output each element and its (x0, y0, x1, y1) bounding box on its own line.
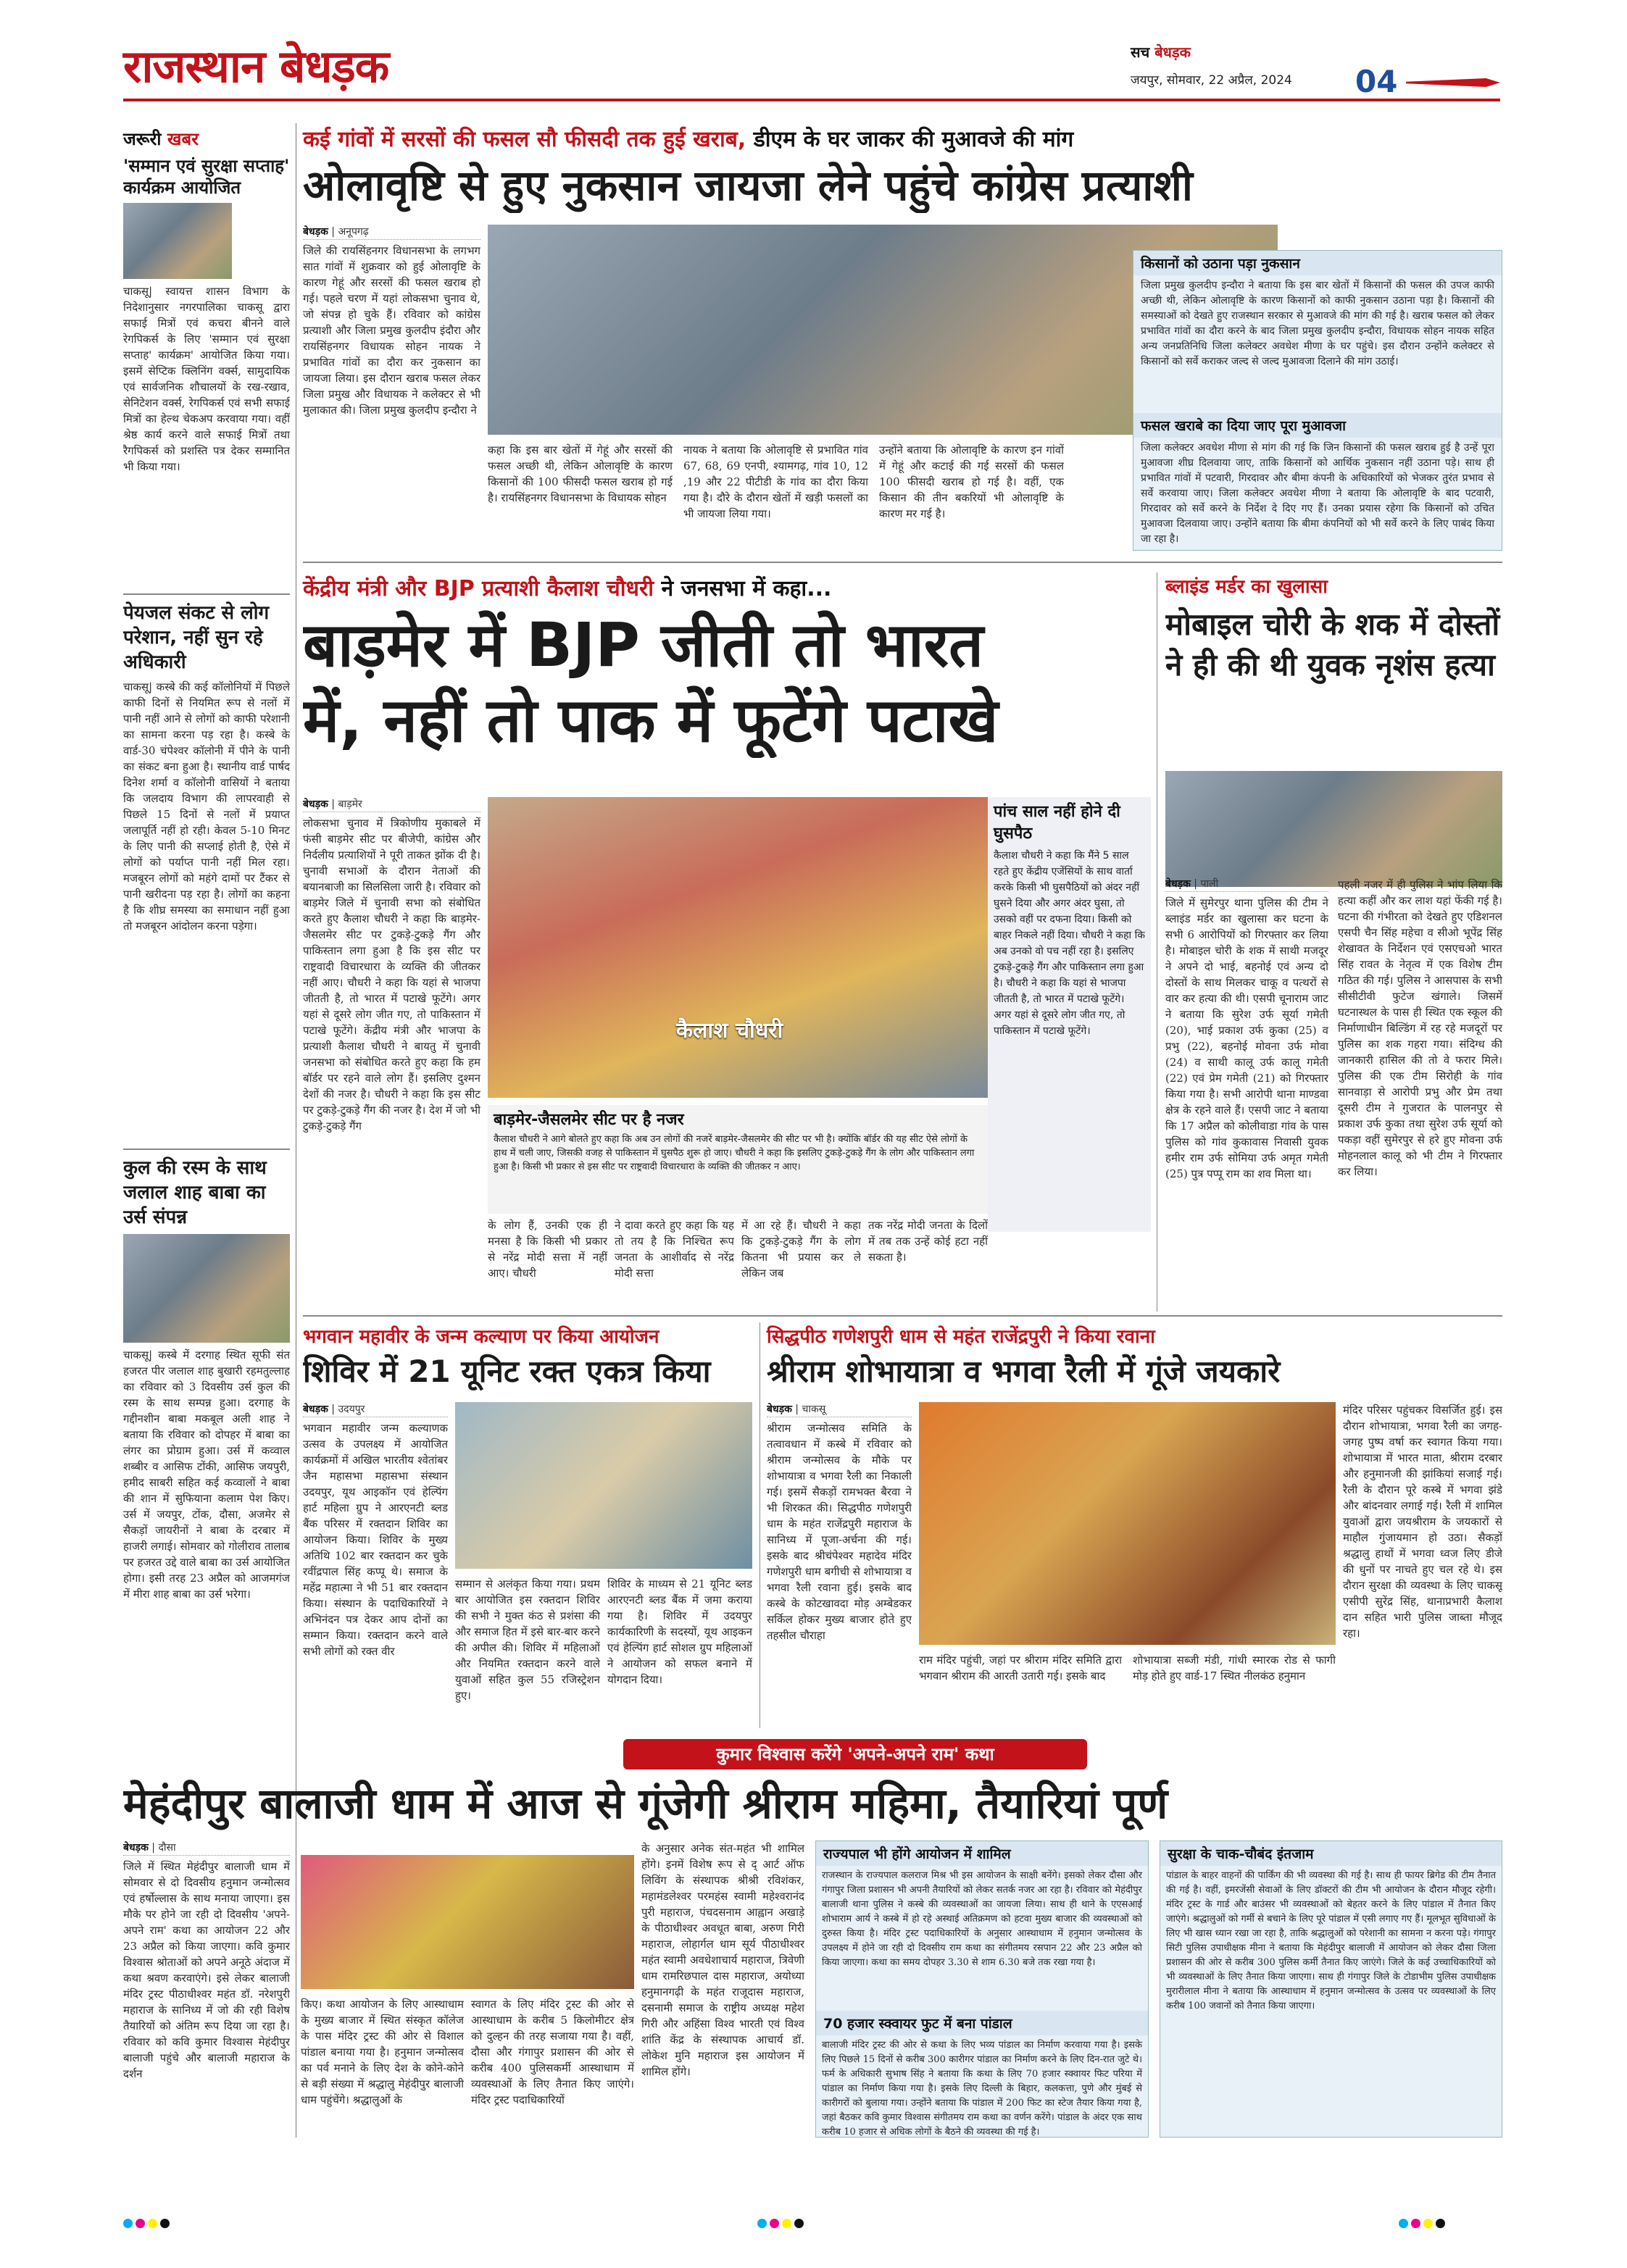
sidebar-story-2-title: पेयजल संकट से लोग परेशान, नहीं सुन रहे अधिकारी (123, 593, 290, 675)
masthead-tagline (1131, 42, 1191, 62)
story-5-bottom-col-1: राम मंदिर पहुंची, जहां पर श्रीराम मंदिर समिति द्वारा भगवान श्रीराम की आरती उतारी गई। इसके बाद (919, 1654, 1122, 1683)
story-1-box (1133, 250, 1502, 551)
story-2-headline-line-1: बाड़मेर में BJP जीती तो भारत (303, 609, 983, 680)
dot-yellow (148, 2219, 157, 2228)
story-5-col-3: मंदिर परिसर पहुंचकर विसर्जित हुई। इस दौरान शोभायात्रा, भगवा रैली का जगह-जगह पुष्प वर्षा कर स्वागत किया गया। शोभायात्रा में भारत माता, श्रीराम दरबार और हनुमानजी की झांकियां सजाई गई। रैली के दौरान पूरे कस्बे में भगवा झंडे और बांदनवार लगाई गई। रैली में शामिल युवाओं द्वारा जयश्रीराम के जयकारों से माहौल गुंजायमान हो उठा। सैकड़ों श्रद्धालु हाथों में भगवा ध्वज लिए डीजे की धुनों पर नाचते हुए चल रहे थे। इस दौरान सुरक्षा की व्यवस्था के लिए चाकसू एसीपी सुरेंद्र सिंह, थानाप्रभारी कैलाश दान सहित भारी पुलिस जाब्ता मौजूद रहा। (1343, 1404, 1502, 1640)
story-6-kicker: कुमार विश्वास करेंगे 'अपने-अपने राम' कथा (716, 1744, 994, 1764)
box-1-head: किसानों को उठाना पड़ा नुकसान (1133, 251, 1502, 275)
story-2 (303, 572, 1151, 1312)
story-2-kicker (303, 572, 831, 602)
story-5-headline: श्रीराम शोभायात्रा व भगवा रैली में गूंजे जयकारे (767, 1354, 1281, 1389)
story-2-col-1 (303, 797, 480, 1232)
dateline: जयपुर, सोमवार, 22 अप्रैल, 2024 (1131, 73, 1292, 88)
story-6-box-3-body: पांडाल के बाहर वाहनों की पार्किंग की भी व्यवस्था की गई है। साथ ही फायर ब्रिगेड की टीम तैनात की गई है। वहीं, इमरजेंसी सेवाओं के लिए डॉक्टरों की टीम भी आयोजन के दौरान मौजूद रहेगी। मंदिर ट्रस्ट के गार्ड और बाउंसर भी व्यवस्थाओं को बेहतर करने के लिए पांडाल में तैनात किए जाएंगे। श्रद्धालुओं को गर्मी से बचाने के लिए पूरे पांडाल में एसी लगाए गए हैं। मूलभूत सुविधाओं के लिए भी खास ध्यान रखा जा रहा है, ताकि श्रद्धालुओं को परेशानी का सामना न करना पड़े। गंगापुर सिटी पुलिस उपाधीक्षक मीना ने बताया कि मेहंदीपुर बालाजी में आयोजन को लेकर दौसा जिला प्रशासन की ओर से करीब 300 पुलिस कर्मी तैनात किए जाएंगे। जिले के कई उच्चाधिकारियों को भी व्यवस्थाओं के लिए तैनात किया जाएगा। साथ ही गंगापुर जिले के टोडाभीम पुलिस उपाधीक्षक मुरारीलाल मीना ने बताया कि आस्थाधाम में हनुमान जन्मोत्सव के उत्सव पर व्यवस्थाओं के लिए करीब 100 जवानों को तैनात किया जाएगा। (1166, 1870, 1496, 2011)
sidebar-photo-1 (123, 203, 232, 279)
story-1-headline: ओलावृष्टि से हुए नुकसान जायजा लेने पहुंचे कांग्रेस प्रत्याशी (303, 161, 1193, 210)
dot-yellow (1423, 2219, 1433, 2228)
story-1-byline: बेधड़क | अनूपगढ़ (303, 225, 480, 240)
dot-cyan (757, 2219, 767, 2228)
footer-registration-left (123, 2217, 172, 2231)
story-4 (303, 1322, 752, 1728)
story-1-col-1-text: जिले की रायसिंहनगर विधानसभा के लगभग सात गांवों में शुक्रवार को हुई ओलावृष्टि के कारण गेहूं और सरसों की फसल खराब हो गई। पहले चरण में यहां लोकसभा चुनाव थे, जो संपन्न हो चुके हैं। रविवार को कांग्रेस प्रत्याशी और जिला प्रमुख कुलदीप इंदौरा और रायसिंहनगर विधायक सोहन नायक ने प्रभावित गांवों का दौरा कर नुकसान का जायजा लिया। इस दौरान खराब फसल लेकर जिला प्रमुख और विधायक ने कलेक्टर से भी मुलाकात की। जिला प्रमुख कुलदीप इन्दौरा ने (303, 244, 480, 417)
story-2-caption-body: कैलाश चौधरी ने आगे बोलते हुए कहा कि अब उन लोगों की नजरें बाड़मेर-जैसलमेर की सीट पर भी है। क्योंकि बॉर्डर की यह सीट ऐसे लोगों के हाथ में चली जाए, जिसकी वजह से पाकिस्तान में घुसपैठ शुरू हो जाए। चौधरी ने कहा कि इसलिए टुकड़े-टुकड़े गैंग के लोग और पाकिस्तान लगा हुआ है। किसी भी प्रकार से इस सीट पर राष्ट्रवादी विचारधारा के व्यक्ति की जीतकर न आए। (494, 1134, 975, 1172)
dot-black (794, 2219, 804, 2228)
box-2-head: फसल खराबे का दिया जाए पूरा मुआवजा (1133, 413, 1502, 438)
story-3-col-1-text: जिले में सुमेरपुर थाना पुलिस की टीम ने ब्लाइंड मर्डर का खुलासा कर घटना के सभी 6 आरोपियों को गिरफ्तार कर लिया है। मोबाइल चोरी के शक में साथी मजदूर ने अपने दो भाई, बहनोई एवं अन्य दो दोस्तों के साथ मिलकर चाकू व पत्थरों से वार कर हत्या की थी। एसपी चूनाराम जाट ने बताया कि सुरेश उर्फ सूर्या गमेती (20), भाई प्रकाश उर्फ कुका (25) व प्रभु (22), बहनोई मोवना उर्फ मोवा (24) व साथी कालू उर्फ कालू गमेती (22) एवं प्रेम गमेती (21) को गिरफ्तार किया गया है। सभी आरोपी थाना माण्डवा क्षेत्र के रहने वाले हैं। एसपी जाट ने बताया कि 17 अप्रैल को कोलीवाडा गांव के पास पुलिस को गांव कुकावास निवासी युवक हमीर राम उर्फ सोमिया उर्फ अमृत गमेती (25) पुत्र पप्पू राम का शव मिला था। (1165, 896, 1328, 1180)
story-3-byline: बेधड़क | पाली (1165, 877, 1328, 892)
story-2-kicker-red: केंद्रीय मंत्री और BJP प्रत्याशी कैलाश चौधरी (303, 576, 654, 601)
dot-cyan (123, 2219, 133, 2228)
story-2-caption-head: बाड़मेर-जैसलमेर सीट पर है नजर (494, 1111, 684, 1129)
sidebar-story-1-title: 'सम्मान एवं सुरक्षा सप्ताह' कार्यक्रम आयोजित (123, 156, 290, 198)
rule-1 (303, 562, 1502, 563)
story-5-photo (919, 1402, 1336, 1645)
story-3-headline: मोबाइल चोरी के शक में दोस्तों ने ही की थी युवक नृशंस हत्या (1165, 606, 1500, 683)
story-6-headline: मेहंदीपुर बालाजी धाम में आज से गूंजेगी श्रीराम महिमा, तैयारियां पूर्ण (123, 1779, 1168, 1828)
byline-brand: बेधड़क (303, 226, 328, 238)
rule-2 (303, 1315, 1502, 1317)
story-4-col-1-text: भगवान महावीर जन्म कल्याणक उत्सव के उपलक्ष्य में आयोजित कार्यक्रमों में अखिल भारतीय श्वेतांबर जैन महासभा महासभा संस्थान उदयपुर, यूथ आइकॉन एवं हेल्पिंग हार्ट महिला ग्रुप ने आरएनटी ब्लड बैंक परिसर में रक्तदान शिविर का आयोजन किया। शिविर के मुख्य अतिथि 102 बार रक्तदान कर चुके रवींद्रपाल सिंह कप्पू थे। समाज के महेंद्र महात्मा ने भी 51 बार रक्तदान किया। संस्थान के पदाधिकारियों ने अभिनंदन पत्र देकर आप दोनों का सम्मान किया। रक्तदान करने वाले सभी लोगों को रक्त वीर (303, 1422, 448, 1658)
story-6 (123, 1739, 1502, 2138)
byline-brand: बेधड़क (767, 1404, 792, 1415)
masthead-title (123, 36, 388, 97)
story-1-kicker (303, 123, 1073, 153)
footer-registration-center (757, 2217, 807, 2231)
sidebar-story-3-title: कुल की रस्म के साथ जलाल शाह बाबा का उर्स संपन्न (123, 1148, 290, 1230)
story-1 (303, 123, 1502, 558)
byline-brand: बेधड़क (1165, 878, 1191, 890)
box-2-body: जिला कलेक्टर अवधेश मीणा से मांग की गई कि जिन किसानों की फसल खराब हुई है उन्हें पूरा मुआवजा शीघ्र दिलवाया जाए, ताकि किसानों को आर्थिक नुकसान नहीं उठाना पड़े। साथ ही प्रभावित गांवों में पटवारी, गिरदावर और बीमा कंपनी के अधिकारियों को भेजकर तुरंत प्रभाव से सर्वे करवाया जाए। जिला कलेक्टर अवधेश मीणा ने बताया कि ओलावृष्टि के बाद पटवारी, गिरदावर को सर्वे करने के निर्देश दे दिए गए हैं। उनका प्रयास रहेगा कि किसानों को उचित मुआवजा दिलवाया जाए। उन्होंने बताया कि बीमा कंपनियों को भी सर्वे करने के लिए पाबंद किया जा रहा है। (1141, 442, 1494, 545)
story-2-bottom-col-2: ने दावा करते हुए कहा कि यह तो तय है कि निश्चित रूप जनता के आशीर्वाद से नरेंद्र मोदी सत्ता (615, 1219, 734, 1280)
dot-magenta (770, 2219, 779, 2228)
byline-brand: बेधड़क (123, 1842, 149, 1854)
byline-city: चाकसू (802, 1404, 826, 1415)
masthead-title-text: राजस्थान बेधड़क (123, 40, 389, 93)
story-3-col-1 (1165, 877, 1328, 1308)
story-6-box-1 (815, 1840, 1149, 2138)
story-2-bottom-col-3: में आ रहे हैं। चौधरी ने कहा कि टुकड़े-टुकड़े गैंग के लोग कितना भी प्रयास कर ले लेकिन जब (741, 1219, 861, 1280)
story-2-photo (488, 797, 988, 1098)
story-4-col-1 (303, 1402, 448, 1725)
story-2-bottom-col-1: के लोग हैं, उनकी एक ही मनसा है कि किसी भी प्रकार से नरेंद्र मोदी सत्ता में नहीं आए। चौधरी (488, 1219, 607, 1280)
story-6-box-1-head: राज्यपाल भी होंगे आयोजन में शामिल (816, 1841, 1148, 1866)
story-1-col-1 (303, 225, 480, 554)
story-4-col-3: शिविर के माध्यम से 21 यूनिट ब्लड आरएनटी ब्लड बैंक में जमा कराया गया है। शिविर में उदयपुर कार्यकारिणी के सदस्यों, यूथ आइकन एवं हेल्पिंग हार्ट सोशल ग्रुप महिलाओं ने आयोजन को सफल बनाने में योगदान दिया। (607, 1577, 752, 1686)
story-4-byline: बेधड़क | उदयपुर (303, 1402, 448, 1417)
dot-magenta (136, 2219, 145, 2228)
story-6-box-3 (1160, 1840, 1502, 2138)
sidebar-section-label (123, 127, 290, 151)
story-1-kicker-black: डीएम के घर जाकर की मुआवजे की मांग (753, 127, 1074, 152)
story-5-col-1 (767, 1402, 912, 1725)
story-6-box-2-head: 70 हजार स्क्वायर फुट में बना पांडाल (816, 2011, 1148, 2035)
photo-podium-banner: कैलाश चौधरी (676, 1018, 783, 1043)
story-2-side-box (988, 797, 1151, 1232)
story-2-bottom-col-4: तक नरेंद्र मोदी जनता के दिलों में तब तक उन्हें कोई हटा नहीं सकता है। (868, 1219, 988, 1264)
story-1-kicker-red: कई गांवों में सरसों की फसल सौ फीसदी तक हुई खराब, (303, 127, 746, 152)
story-4-col-2: सम्मान से अलंकृत किया गया। प्रथम बार आयोजित इस रक्तदान शिविर की सभी ने मुक्त कंठ से प्रशंसा की और समाज हित में इसे बार-बार करने की अपील की। शिविर में महिलाओं और नियमित रक्तदान करने वाले युवाओं सहित कुल 55 रजिस्ट्रेशन हुए। (455, 1577, 600, 1702)
story-6-col-4: के अनुसार अनेक संत-महंत भी शामिल होंगे। इनमें विशेष रूप से द् आर्ट ऑफ लिविंग के संस्थापक श्रीश्री रविशंकर, महामंडलेश्वर परमहंस स्वामी महेश्वरानंद पुरी महाराज, पंचदसनाम आह्वान अखाड़े के पीठाधीश्वर अवधूत बाबा, अरुण गिरी महाराज, लोहार्गल धाम सूर्य पीठाधीश्वर महंत स्वामी अवधेशाचार्य महाराज, त्रिवेणी धाम रामरिछपाल दास महाराज, अयोध्या हनुमानगढ़ी के महंत राजूदास महाराज, दसनामी समाज के राष्ट्रीय अध्यक्ष महेश गिरी और अहिंसा विश्व भारती एवं विश्व शांति केंद्र के संस्थापक आचार्य डॉ. लोकेश मुनि महाराज इस आयोजन में शामिल होंगे। (641, 1842, 804, 2078)
story-2-side-head: पांच साल नहीं होने दी घुसपैठ (994, 803, 1120, 843)
story-5-kicker: सिद्धपीठ गणेशपुरी धाम से महंत राजेंद्रपुरी ने किया रवाना (767, 1326, 1155, 1348)
story-6-box-2-body: बालाजी मंदिर ट्रस्ट की ओर से कथा के लिए भव्य पांडाल का निर्माण करवाया गया है। इसके लिए पिछले 15 दिनों से करीब 300 कारीगर पांडाल का निर्माण करने के लिए दिन-रात जुटे थे। फर्म के अधिकारी सुभाष सिंह ने बताया कि कथा के लिए 70 हजार स्क्वायर फिट परिया में पांडाल का निर्माण किया गया है। इसके लिए दिल्ली के बिहार, कलकत्ता, पुणे और मुंबई से कारीगरों को बुलाया गया। उन्होंने बताया कि पांडाल में 200 फिट का स्टेज तैयार किया गया है, जहां बैठकर कवि कुमार विश्वास संगीतमय राम कथा का वर्णन करेंगे। पांडाल के अंदर एक साथ करीब 10 हजार से अधिक लोगों के बैठने की व्यवस्था की गई है। (822, 2040, 1142, 2138)
byline-brand: बेधड़क (303, 1404, 328, 1415)
story-6-kicker-bar (623, 1739, 1087, 1769)
sidebar-story-3-body: चाकसू| कस्बे में दरगाह स्थित सूफी संत हजरत पीर जलाल शाह बुखारी रहमतुल्लाह का रविवार को 3 दिवसीय उर्स कुल की रस्म के साथ सम्पन्न हुआ। दरगाह के गद्दीनशीन बाबा मकबूल अली शाह ने बताया कि रविवार को दोपहर में बाबा का लंगर का प्रोग्राम हुआ। उर्स में कव्वाल शब्बीर व आसिफ टोंकी, आसिफ जयपुरी, हमीद साबरी सहित कई कव्वालों ने बाबा की शान में सुफियाना कलाम पेश किए। उर्स में जयपुर, टोंक, दौसा, अजमेर से सैकड़ों जायरीनों ने बाबा के दरबार में हाजरी लगाई। सोमवार को गोलीराव तालाब पर हजरत उद्दे वाले बाबा का उर्स आयोजित होगा। इसी तरह 23 अप्रैल को आजमगंज में मीरा शाह बाबा का उर्स भरेगा। (123, 1348, 290, 1601)
byline-city: दौसा (158, 1842, 176, 1854)
masthead (123, 36, 1500, 109)
story-4-headline: शिविर में 21 यूनिट रक्त एकत्र किया (303, 1354, 711, 1389)
story-6-col-2: किए। कथा आयोजन के लिए आस्थाधाम के मुख्य बाजार में स्थित संस्कृत कॉलेज के पास मंदिर ट्रस्ट की ओर से विशाल पांडाल बनाया गया है। हनुमान जन्मोत्सव का पर्व मनाने के लिए देश के कोने-कोने से बड़ी संख्या में श्रद्धालु मेहंदीपुर बालाजी धाम पहुंचेंगे। श्रद्धालुओं के (301, 1998, 464, 2106)
story-3 (1165, 572, 1502, 1312)
footer-registration-right (1399, 2217, 1448, 2231)
sidebar-story-2-body: चाकसू| कस्बे की कई कॉलोनियों में पिछले काफी दिनों से नियमित रूप से नलों में पानी नहीं आने से लोगों को काफी परेशानी का सामना करना पड़ रहा है। कस्बे के वार्ड-30 चंपेश्वर कॉलोनी में पीने के पानी का संकट बना हुआ है। स्थानीय वार्ड पार्षद दिनेश शर्मा व कॉलोनी वासियों ने बताया कि जलदाय विभाग की लापरवाही से पिछले 15 दिनों से नलों में प्रयाप्त जलापूर्ति नहीं हो रही। केवल 5-10 मिनट के लिए पानी की सप्लाई होती है, ऐसे में लोगों को पर्याप्त पानी नहीं मिल रहा। मजबूरन लोगों को महंगे दामों पर टैंकर से पानी खरीदना पड़ रहा है। लोगों का कहना है कि शीघ्र समस्या का समाधान नहीं हुआ तो मजबूरन आंदोलन करना पड़ेगा। (123, 680, 290, 933)
label-khabar: खबर (167, 129, 199, 149)
story-6-col-1 (123, 1840, 290, 2138)
story-5 (767, 1322, 1502, 1728)
story-2-headline-line-2: में, नहीं तो पाक में फूटेंगे पटाखे (303, 685, 999, 756)
sidebar-story-1-body: चाकसू| स्वायत्त शासन विभाग के निदेशानुसार नगरपालिका चाकसू द्वारा सफाई मित्रों एवं कचरा बीनने वाले रेगपिकर्स के लिए 'सम्मान एवं सुरक्षा सप्ताह' कार्यक्रम' आयोजित किया गया। इसमें सेप्टिक क्लिनिंग वर्क्स, सामुदायिक एवं सार्वजनिक शौचालयों के रख-रखाव, सेनिटेशन वर्क्स, रेगपिकर्स एवं सभी सफाई मित्रों का हेल्थ चेकअप करवाया गया। वहीं श्रेष्ठ कार्य करने वाले सफाई मित्रों तथा रैगपिकर्स को प्रशस्ति पत्र देकर सम्मानित भी किया गया। (123, 285, 290, 473)
tag-prefix: सच (1131, 43, 1150, 61)
story-2-headline (303, 607, 1151, 758)
dot-cyan (1399, 2219, 1408, 2228)
story-2-kicker-black: ने जनसभा में कहा... (661, 576, 832, 601)
story-6-box-1-body: राजस्थान के राज्यपाल कलराज मिश्र भी इस आयोजन के साक्षी बनेंगे। इसको लेकर दौसा और गंगापुर जिला प्रशासन भी अपनी तैयारियों को लेकर सतर्क नजर आ रहा है। रविवार को मेहंदीपुर बालाजी थाना पुलिस ने कस्बे की व्यवस्थाओं का जायजा लिया। साथ ही थाने के एएसआई शोभाराम आर्य ने कस्बे में हो रहे अस्थाई अतिक्रमण को हटवा मुख्य बाजार की व्यवस्थाओं को दुरुस्त किया है। मंदिर ट्रस्ट पदाधिकारियों के अनुसार आस्थाधाम में हनुमान जन्मोत्सव के उपलक्ष्य में होने जा रही दो दिवसीय राम कथा का संगीतमय रसपान 22 और 23 अप्रैल को किया जाएगा। कथा का समय दोपहर 3.30 से शाम 6.30 बजे तक रखा गया है। (822, 1870, 1142, 1968)
story-2-byline: बेधड़क | बाड़मेर (303, 797, 480, 812)
page-number: 04 (1355, 64, 1398, 99)
story-6-byline: बेधड़क | दौसा (123, 1840, 290, 1856)
tag-brand: बेधड़क (1154, 43, 1191, 61)
dot-yellow (782, 2219, 791, 2228)
story-2-caption-box (488, 1105, 988, 1214)
byline-city: पाली (1200, 878, 1219, 890)
story-1-col-3: नायक ने बताया कि ओलावृष्टि से प्रभावित गांव 67, 68, 69 एनपी, श्यामगढ़, गांव 10, 12 ,19 और 22 पीटीडी के गांव का दौरा किया गया है। दौरे के दौरान खेतों में खड़ी फसलों का भी जायजा लिया गया। (683, 443, 868, 520)
story-6-col-3: स्वागत के लिए मंदिर ट्रस्ट की ओर से आस्थाधाम के करीब 5 किलोमीटर क्षेत्र को दुल्हन की तरह सजाया गया है। वहीं, दौसा और गंगापुर प्रशासन की ओर से करीब 400 पुलिसकर्मी आस्थाधाम में व्यवस्थाओं के लिए तैनात किए जाएंगे। मंदिर ट्रस्ट पदाधिकारियों (471, 1998, 634, 2106)
story-6-box-3-head: सुरक्षा के चाक-चौबंद इंतजाम (1160, 1841, 1502, 1866)
story-4-kicker: भगवान महावीर के जन्म कल्याण पर किया आयोजन (303, 1326, 659, 1348)
masthead-red-stripe (123, 99, 1500, 101)
dot-black (1436, 2219, 1445, 2228)
byline-brand: बेधड़क (303, 799, 328, 810)
byline-city: अनूपगढ़ (338, 226, 369, 238)
story-3-col-2: पहली नजर में ही पुलिस ने भांप लिया कि हत्या कहीं और कर लाश यहां फेंकी गई है। घटना की गंभीरता को देखते हुए एडिशनल एसपी चैन सिंह महेचा व सीओ भूपेंद्र सिंह शेखावत के निर्देशन एवं एसएचओ भारत सिंह रावत के नेतृत्व में एक विशेष टीम गठित की गई। पुलिस ने आसपास के सभी सीसीटीवी फुटेज खंगाले। जिसमें घटनास्थल के पास ही स्थित एक स्कूल की निर्माणाधीन बिल्डिंग में रह रहे मजदूरों पर पुलिस का शक गहरा गया। संदिग्ध की जानकारी हासिल की तो वे फरार मिले। पुलिस की एक टीम सिरोही के गांव सानवाड़ा से आरोपी प्रभु और प्रेम तथा दूसरी टीम ने गुजरात के पालनपुर से प्रकाश उर्फ कुका तथा सुरेश उर्फ सूर्या को पकड़ा वहीं सुमेरपुर से हरे हुए मोवना उर्फ मोहनलाल कालू को भी टीम ने गिरफ्तार कर लिया। (1338, 878, 1502, 1178)
story-5-col-1-text: श्रीराम जन्मोत्सव समिति के तत्वावधान में कस्बे में रविवार को श्रीराम जन्मोत्सव के मौके पर शोभायात्रा व भगवा रैली का निकाली गई। इसमें सैकड़ों रामभक्त बैरवा ने भी शिरकत की। सिद्धपीठ गणेशपुरी धाम के महंत राजेंद्रपुरी महाराज के सानिध्य में पूजा-अर्चना की गई। इसके बाद श्रीचंपेश्वर महादेव मंदिर गणेशपुरी धाम बगीची से शोभायात्रा व भगवा रैली रवाना हुई। इसके बाद कस्बे के कोटखावदा मोड़ अम्बेडकर सर्किल होकर मुख्य बाजार होते हुए तहसील चौराहा (767, 1422, 912, 1642)
story-2-side-body: कैलाश चौधरी ने कहा कि मैंने 5 साल रहते हुए केंद्रीय एजेंसियों के साथ वार्ता करके किसी भी घुसपैठियों को अंदर नहीं घुसने दिया और अगर अंदर घुसा, तो उसको वहीं पर दफना दिया। किसी को बाहर निकले नहीं दिया। चौधरी ने कहा कि अब उनको वो पच नहीं रहा है। इसलिए टुकड़े-टुकड़े गैंग और पाकिस्तान लगा हुआ है। चौधरी ने कहा कि यहां से भाजपा जीतती है, तो भारत में पटाखे फूटेंगे। अगर यहां से दूसरे लोग जीत गए, तो पाकिस्तान में पटाखे फूटेंगे। (994, 850, 1145, 1037)
label-jaruri: जरूरी (123, 129, 162, 149)
byline-city: बाड़मेर (338, 799, 362, 810)
story-3-kicker: ब्लाइंड मर्डर का खुलासा (1165, 576, 1328, 598)
story-5-byline: बेधड़क | चाकसू (767, 1402, 912, 1417)
story-6-col-1-text: जिले में स्थित मेहंदीपुर बालाजी धाम में सोमवार से दो दिवसीय हनुमान जन्मोत्सव एवं हर्षोल्लास के साथ मनाया जाएगा। इस मौके पर होने जा रही दो दिवसीय 'अपने-अपने राम' कथा का आयोजन 22 और 23 अप्रैल को किया जाएगा। कवि कुमार विश्वास श्रोताओं को अपने अनूठे अंदाज में कथा श्रवण करवाएंगे। इसे लेकर बालाजी मंदिर ट्रस्ट पीठाधीश्वर महंत डॉ. नरेशपुरी महाराज के सानिध्य में जो की रही विशेष तैयारियों को अंतिम रूप दिया जा रहा है। रविवार को कवि कुमार विश्वास मेहंदीपुर बालाजी पहुंचे और बालाजी महाराज के दर्शन (123, 1860, 290, 2080)
story-3-photo (1165, 771, 1502, 887)
story-4-photo (455, 1402, 752, 1569)
box-1-body: जिला प्रमुख कुलदीप इन्दौरा ने बताया कि इस बार खेतों में किसानों की फसल की उपज काफी अच्छी थी, लेकिन ओलावृष्टि के कारण किसानों को काफी नुकसान उठाना पड़ा है। किसानों की समस्याओं को देखते हुए राजस्थान सरकार से मुआवजे की मांग की गई है। खराब फसल को लेकर प्रभावित गांवों का दौरा करने के बाद जिला प्रमुख कुलदीप इन्दौरा, विधायक सोहन नायक सहित अन्य जनप्रतिनिधि जिला कलेक्टर अवधेश मीणा के घर पहुंचे। इस दौरान उन्होंने कलेक्टर से किसानों को सर्वे कराकर जल्द से जल्द मुआवजा दिलाने की मांग उठाई। (1141, 280, 1494, 367)
dot-black (160, 2219, 170, 2228)
sidebar-photo-2 (123, 1234, 290, 1343)
byline-city: उदयपुर (338, 1404, 365, 1415)
dot-magenta (1411, 2219, 1420, 2228)
pen-graphic-icon (1406, 78, 1500, 87)
story-5-bottom-col-2: शोभायात्रा सब्जी मंडी, गांधी स्मारक रोड से फागी मोड़ होते हुए वार्ड-17 स्थित नीलकंठ हनुमान (1133, 1654, 1336, 1683)
story-2-col-1-text: लोकसभा चुनाव में त्रिकोणीय मुकाबले में फंसी बाड़मेर सीट पर बीजेपी, कांग्रेस और निर्दलीय प्रत्याशियों ने पूरी ताकत झोंक दी है। चुनावी सभाओं के दौरान नेताओं की बयानबाजी का सिलसिला जारी है। रविवार को बाड़मेर जिले में चुनावी सभा को संबोधित करते हुए कैलाश चौधरी ने कहा कि बाड़मेर-जैसलमेर सीट पर टुकड़े-टुकड़े गैंग और पाकिस्तान लगा हुआ है कि इस सीट पर राष्ट्रवादी विचारधारा के व्यक्ति की जीतकर नहीं आए। चौधरी ने कहा कि यहां से भाजपा जीतती है, तो भारत में पटाखे फूटेंगे। अगर यहां से दूसरे लोग जीत गए, तो पाकिस्तान में पटाखे फूटेंगे। केंद्रीय मंत्री और भाजपा के प्रत्याशी कैलाश चौधरी ने बायतु में चुनावी जनसभा को संबोधित करते हुए कहा कि हम बॉर्डर पर रहने वाले लोग हैं। इसलिए दुश्मन देशों की नजर है। चौधरी ने कहा कि इस सीट पर टुकड़े-टुकड़े गैंग की नजर है। देश में जो भी टुकड़े-टुकड़े गैंग (303, 817, 480, 1133)
story-6-photo (301, 1855, 634, 1989)
story-1-col-2: कहा कि इस बार खेतों में गेहूं और सरसों की फसल अच्छी थी, लेकिन ओलावृष्टि के कारण किसानों की 100 फीसदी फसल खराब हो गई है। रायसिंहनगर विधानसभा के विधायक सोहन (488, 443, 673, 504)
story-1-col-4: उन्होंने बताया कि ओलावृष्टि के कारण इन गांवों में गेहूं और कटाई की गई सरसों की फसल 100 फीसदी खराब हो गई है। वहीं, एक किसान की तीन बकरियों भी ओलावृष्टि के कारण मर गई है। (879, 443, 1064, 520)
